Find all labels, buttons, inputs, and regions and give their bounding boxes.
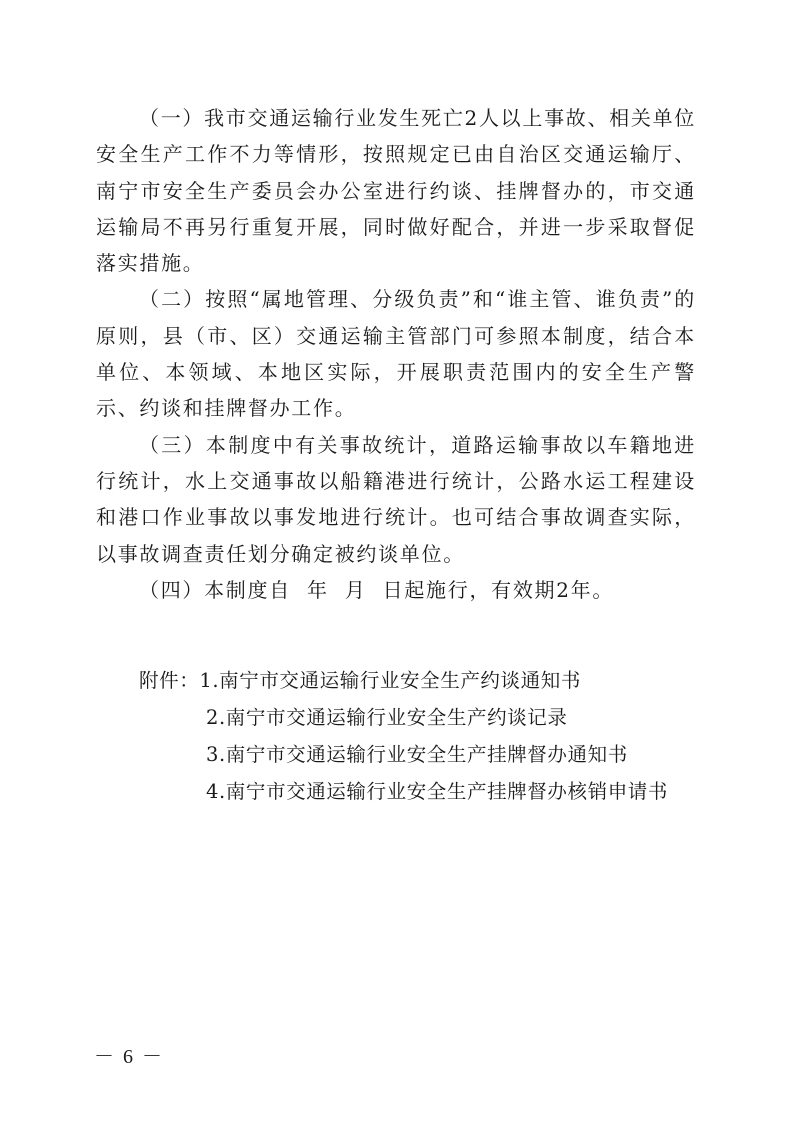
- attachment-item-4: 4.南宁市交通运输行业安全生产挂牌督办核销申请书: [206, 780, 669, 803]
- page-number: － 6 －: [94, 1046, 164, 1068]
- attachment-row-1: [96, 662, 716, 699]
- attachment-item-2: 2.南宁市交通运输行业安全生产约谈记录: [206, 706, 568, 729]
- attachment-row-4: [96, 773, 716, 810]
- body-text: [96, 100, 696, 608]
- attachments-list: [96, 662, 716, 810]
- paragraph-1: （一）我市交通运输行业发生死亡2人以上事故、相关单位安全生产工作不力等情形，按照规定已由自治区交通运输厅、南宁市安全生产委员会办公室进行约谈、挂牌督办的，市交通运输局不再另行重复开展，同时做好配合，并进一步采取督促落实措施。: [96, 106, 696, 276]
- paragraph-2: （二）按照“属地管理、分级负责”和“谁主管、谁负责”的原则，县（市、区）交通运输主管部门可参照本制度，结合本单位、本领域、本地区实际，开展职责范围内的安全生产警示、约谈和挂牌督办工作。: [96, 287, 696, 421]
- attachment-item-1: 1.南宁市交通运输行业安全生产约谈通知书: [199, 669, 581, 692]
- attachment-label: 附件：: [139, 669, 200, 692]
- attachment-item-3: 3.南宁市交通运输行业安全生产挂牌督办通知书: [206, 743, 628, 766]
- paragraph-3: （三）本制度中有关事故统计，道路运输事故以车籍地进行统计，水上交通事故以船籍港进行统计，公路水运工程建设和港口作业事故以事发地进行统计。也可结合事故调查实际，以事故调查责任划分确定被约谈单位。: [96, 432, 696, 566]
- attachment-row-2: [96, 699, 716, 736]
- attachment-row-3: [96, 736, 716, 773]
- paragraph-4: （四）本制度自 年 月 日起施行，有效期2年。: [139, 577, 615, 602]
